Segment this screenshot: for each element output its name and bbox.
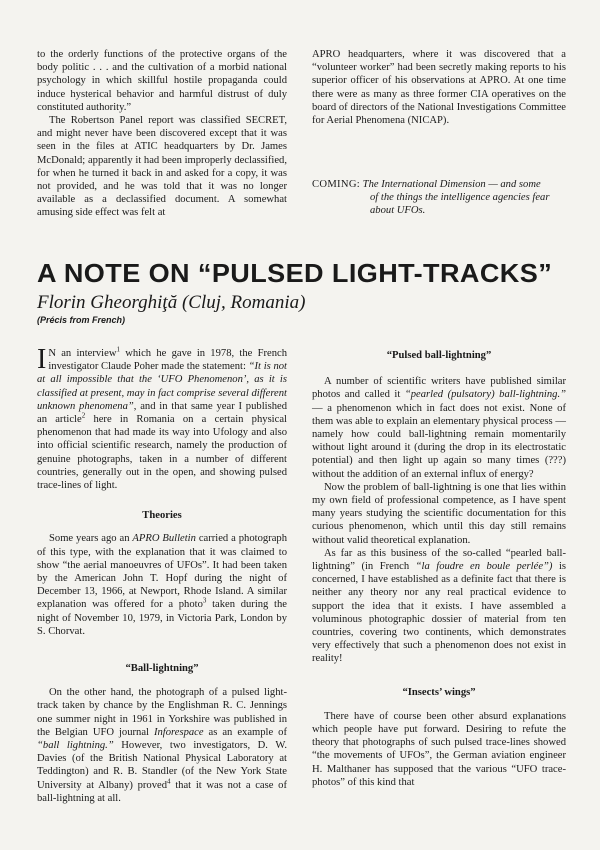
coming-line1: The International Dimension — and some (362, 179, 541, 190)
journal-name: Inforespace (153, 726, 204, 738)
continued-text-left (37, 48, 287, 220)
text: taken during the night of November 10, 1979, in Victoria Park, London by S. Chorvat. (37, 599, 287, 637)
section-heading-theories: Theories (142, 510, 182, 522)
text: On the other hand, the photograph of a pulsed light-track taken by chance by the Englishman R. C. Jennings one summer night in 1961 in Yorkshire was published in the Belgian UFO journal (37, 687, 287, 738)
text: here in Romania on a certain physical phenomenon that had made its way into Ufology and also into official scientific research, namely the production of genuine photographs, taken in a number of different countries, generally out in the open, and showing pulsed trace-lines of light. (37, 414, 287, 492)
text: carried a photograph of this type, with the explanation that it was claimed to show “the aerial manoeuvres of UFOs”. It had been taken by the American John T. Hopf during the night of December 13, 1966, at Newport, Rhode Island. A similar explanation was offered for a photo (37, 533, 287, 611)
pulsed-paragraph (312, 375, 566, 481)
text: that it was not a case of ball-lightning at all. (37, 779, 287, 804)
article-title: A NOTE ON “PULSED LIGHT-TRACKS” (37, 258, 553, 288)
article-precis: (Précis from French) (37, 315, 126, 325)
footnote-ref: 2 (81, 411, 86, 420)
article-author: Florin Gheorghiţă (Cluj, Romania) (37, 292, 306, 313)
quote: “pearled (pulsatory) ball-lightning.” (404, 389, 566, 401)
text: However, two investigators, D. W. Davies (of the British National Physical Laboratory at Teddington) and R. B. Standler (of the New York State University at Albany) proved (37, 740, 287, 791)
section-heading-pulsed: “Pulsed ball-lightning” (386, 350, 492, 361)
paragraph: APRO headquarters, where it was discovered that a “volunteer worker” had been secretly making reports to his superior officer of his observations at APRO. At one time there were as many as three former CIA operatives on the board of directors of the National Investigations Committee for Aerial Phenomena (NICAP). (312, 49, 566, 127)
text: Some years ago an (49, 533, 133, 545)
footnote-ref: 3 (202, 596, 207, 605)
paragraph: The Robertson Panel report was classified SECRET, and might never have been discovered except that it was seen in the files at ATIC headquarters by Dr. James McDonald; apparently it had been improperly declassified, for when he turned it back in and asked for a copy, it was not provided, and he was told that it was no longer available as a declassified document. A somewhat amusing side effect was felt at (37, 115, 287, 219)
text: N an interview (48, 348, 117, 359)
coming-line2: of the things the intelligence agencies fear about UFOs. (370, 192, 550, 217)
section-heading-ball-lightning: “Ball-lightning” (125, 663, 199, 675)
quote: “ball lightning.” (37, 740, 114, 752)
text: A number of scientific writers have published similar photos and called it (312, 376, 566, 401)
text: , and in that same year I published an article (37, 400, 287, 426)
coming-label: COMING: (312, 179, 361, 190)
coming-notice (312, 178, 566, 218)
quote: “It is not at all impossible that the ‘UFO Phenomenon’, as it is classified at present, may in fact comprise several different unknown phenomena” (37, 361, 287, 412)
journal-name: APRO Bulletin (132, 533, 196, 545)
footnote-ref: 1 (116, 345, 120, 354)
paragraph: to the orderly functions of the protective organs of the body politic . . . and the cultivation of a morbid national psychology in which skillful hostile propaganda could induce hysterical behavior and harmful distrust of duly constituted authority.” (37, 49, 287, 113)
text: as an example of (203, 726, 287, 738)
ball-lightning-paragraph (37, 686, 287, 805)
continued-text-right (312, 48, 566, 127)
drop-cap: I (37, 344, 47, 375)
french-term: “la foudre en boule perlée”) (415, 561, 553, 573)
text: which he gave in 1978, the French investigator Claude Poher made the statement: (48, 348, 287, 373)
intro-paragraph (37, 344, 287, 492)
article-column-left (37, 344, 287, 805)
text: As far as this business of the so-called “pearled ball-lightning” (in French (312, 547, 566, 573)
pearled-paragraph (312, 547, 566, 666)
footnote-ref: 4 (167, 777, 171, 786)
section-heading-insects: “Insects’ wings” (402, 686, 476, 698)
problem-paragraph: Now the problem of ball-lightning is one that lies within my own field of professional competence, as I have spent many years studying the scientific documentation for this curious phenomenon, which until this day still remains without valid theoretical explanation. (312, 481, 566, 546)
text: — a phenomenon which in fact does not exist. None of them was able to explain an elementary physical process — namely how could ball-lightning remain momentarily without light around it (during the drop in its electrostatic potential) and then light up again so many times (???) without the addition of an external influx of energy? (312, 402, 566, 480)
theories-paragraph (37, 532, 287, 638)
insects-paragraph: There have of course been other absurd explanations which people have put forward. Desiring to refute the theory that photographs of such pulsed trace-lines showed “the movements of UFOs”, the German aviation engineer H. Malthaner has supposed that the various “UFO trace-photos” of this kind that (312, 710, 566, 788)
text: is concerned, I have established as a definite fact that there is neither any theory nor any real practical evidence to support the idea that it exists. I have assembled a voluminous photographic dossier of material from ten countries, covering two continents, which demonstrates very effectively that such a phenomenon does not exist in reality! (312, 561, 567, 665)
article-column-right (312, 347, 566, 789)
